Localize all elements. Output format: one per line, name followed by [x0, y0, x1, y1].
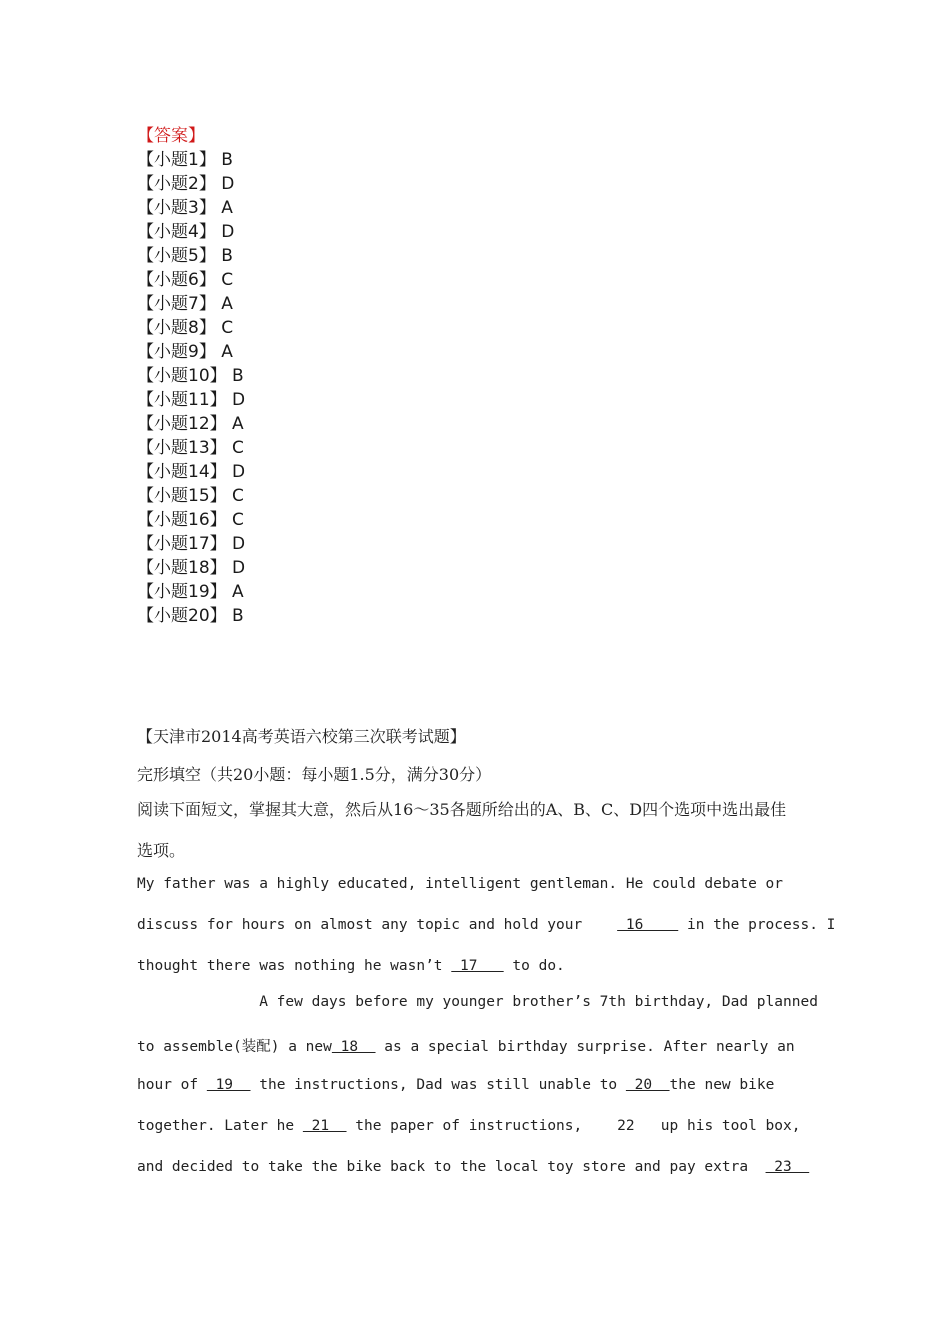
- answer-value: D: [232, 390, 246, 410]
- answer-value: A: [221, 294, 233, 314]
- passage-text: the paper of instructions, 22 up his tool box,: [346, 1118, 801, 1134]
- answer-row: [137, 148, 245, 172]
- passage-text: as a special birthday surprise. After nearly an: [375, 1039, 795, 1055]
- blank-16: 16: [617, 917, 679, 933]
- section-subtitle: 完形填空（共20小题：每小题1.5分，满分30分）: [137, 765, 492, 784]
- answer-value: C: [221, 270, 234, 290]
- answer-row: [137, 244, 245, 268]
- passage-text: My father was a highly educated, intelligent gentleman. He could debate or: [137, 876, 784, 892]
- answer-row: [137, 268, 245, 292]
- answer-label: 【小题15】: [137, 486, 227, 506]
- answer-label: 【小题8】: [137, 318, 216, 338]
- passage-line: [137, 1077, 774, 1093]
- passage-line: [137, 876, 783, 892]
- answer-row: [137, 220, 245, 244]
- passage-line: [137, 994, 818, 1010]
- answer-row: [137, 292, 245, 316]
- passage-text: to assemble(装配) a new: [137, 1039, 332, 1055]
- answer-row: [137, 508, 245, 532]
- answer-label: 【小题11】: [137, 390, 227, 410]
- blank-20: 20: [625, 1077, 670, 1093]
- passage-text: hour of: [137, 1077, 207, 1093]
- answer-label: 【小题10】: [137, 366, 227, 386]
- section-title: 【天津市2014高考英语六校第三次联考试题】: [137, 727, 466, 746]
- answer-value: B: [232, 606, 244, 626]
- blank-18: 18: [331, 1039, 376, 1055]
- answer-label: 【小题20】: [137, 606, 227, 626]
- answer-value: D: [232, 462, 246, 482]
- passage-text: thought there was nothing he wasn’t: [137, 958, 452, 974]
- answer-label: 【小题6】: [137, 270, 216, 290]
- passage-text: together. Later he: [137, 1118, 303, 1134]
- answer-value: A: [232, 582, 244, 602]
- answer-row: [137, 172, 245, 196]
- passage-line: [137, 917, 835, 933]
- answer-header: 【答案】: [137, 126, 205, 146]
- answer-row: [137, 484, 245, 508]
- answer-label: 【小题1】: [137, 150, 216, 170]
- answer-value: D: [221, 174, 235, 194]
- answer-label: 【小题7】: [137, 294, 216, 314]
- answer-row: [137, 460, 245, 484]
- passage-line: [137, 1118, 800, 1134]
- answer-value: D: [232, 534, 246, 554]
- answer-label: 【小题12】: [137, 414, 227, 434]
- answer-value: A: [221, 342, 233, 362]
- answer-value: C: [221, 318, 234, 338]
- answer-value: C: [232, 486, 244, 506]
- passage-text: the instructions, Dad was still unable to: [250, 1077, 626, 1093]
- answer-value: B: [232, 366, 244, 386]
- passage-text: the new bike: [669, 1077, 775, 1093]
- answer-row: [137, 364, 245, 388]
- answer-value: B: [221, 150, 233, 170]
- passage-text: A few days before my younger brother’s 7th birthday, Dad planned: [137, 994, 818, 1010]
- instruction-line2: 选项。: [137, 841, 186, 860]
- answer-row: [137, 436, 245, 460]
- answer-label: 【小题19】: [137, 582, 227, 602]
- answer-label: 【小题9】: [137, 342, 216, 362]
- answer-row: [137, 532, 245, 556]
- answer-row: [137, 316, 245, 340]
- answer-row: [137, 604, 245, 628]
- answer-row: [137, 196, 245, 220]
- answer-value: D: [232, 558, 246, 578]
- answer-row: [137, 340, 245, 364]
- answer-label: 【小题3】: [137, 198, 216, 218]
- blank-21: 21: [302, 1118, 347, 1134]
- instruction-line1: 阅读下面短文，掌握其大意，然后从16～35各题所给出的A、B、C、D四个选项中选出最佳: [137, 800, 787, 819]
- answer-value: D: [221, 222, 235, 242]
- answer-value: A: [232, 414, 244, 434]
- answer-value: B: [221, 246, 233, 266]
- passage-line: [137, 1159, 809, 1175]
- passage-line: [137, 958, 565, 974]
- answer-label: 【小题5】: [137, 246, 216, 266]
- answer-label: 【小题2】: [137, 174, 216, 194]
- answer-row: [137, 580, 245, 604]
- answer-label: 【小题13】: [137, 438, 227, 458]
- passage-text: in the process. I: [678, 917, 836, 933]
- answer-list: [137, 148, 245, 628]
- answer-value: A: [221, 198, 233, 218]
- answer-label: 【小题18】: [137, 558, 227, 578]
- blank-17: 17: [451, 958, 504, 974]
- answer-label: 【小题4】: [137, 222, 216, 242]
- answer-row: [137, 556, 245, 580]
- answer-label: 【小题16】: [137, 510, 227, 530]
- answer-row: [137, 412, 245, 436]
- passage-line: [137, 1035, 795, 1056]
- passage-text: to do.: [503, 958, 565, 974]
- passage-text: and decided to take the bike back to the local toy store and pay extra: [137, 1159, 766, 1175]
- answer-value: C: [232, 510, 244, 530]
- answer-label: 【小题14】: [137, 462, 227, 482]
- answer-row: [137, 388, 245, 412]
- passage-text: discuss for hours on almost any topic and hold your: [137, 917, 618, 933]
- answer-value: C: [232, 438, 244, 458]
- blank-19: 19: [206, 1077, 251, 1093]
- answer-label: 【小题17】: [137, 534, 227, 554]
- blank-23: 23: [765, 1159, 810, 1175]
- answer-key: [137, 124, 245, 628]
